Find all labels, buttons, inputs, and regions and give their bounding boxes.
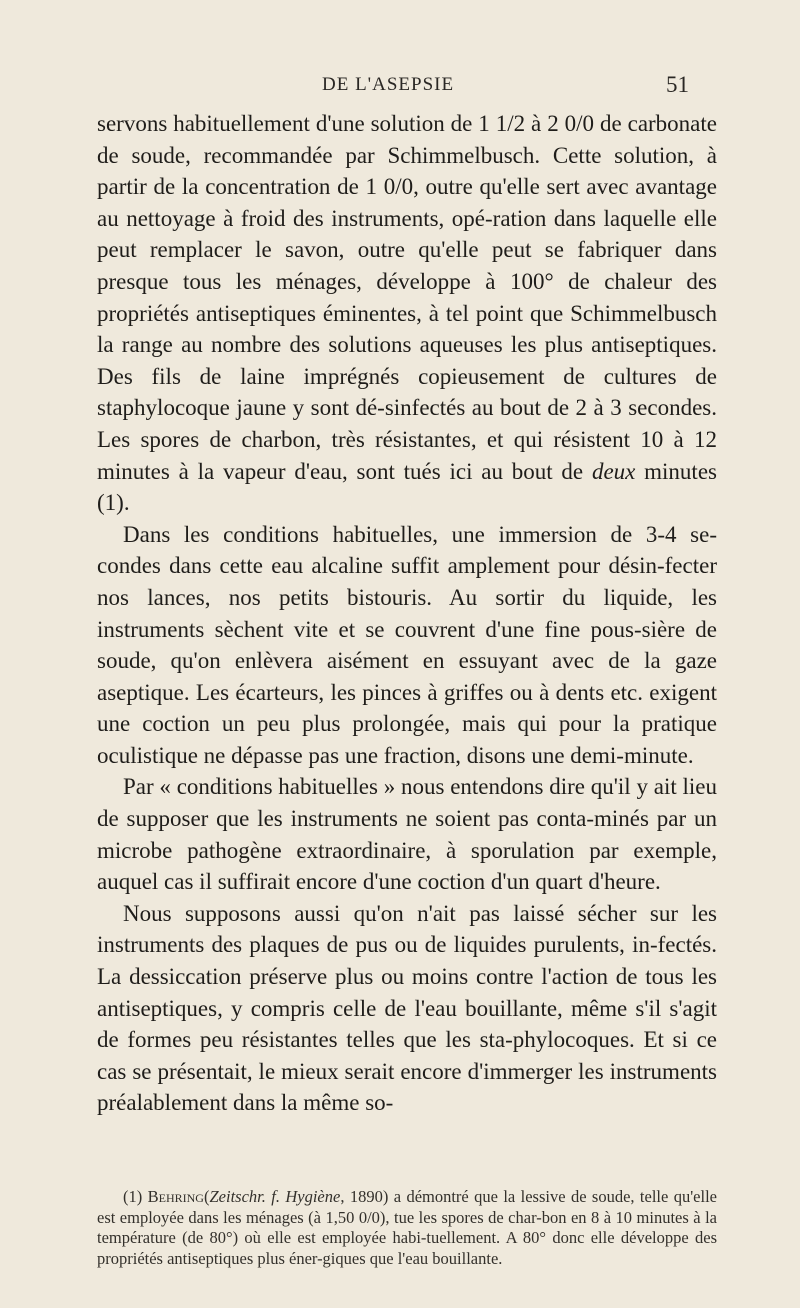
paragraph-1-text: servons habituellement d'une solution de 1 1/2 à 2 0/0 de carbonate de soude, recommandée par Schimmelbusch. Cette solution, à partir de la concentration de 1 0/0, outre qu'elle sert avec avantage au nettoyage à froid des instruments, opé-ration dans laquelle elle peut remplacer le savon, outre qu'elle peut se fabriquer dans presque tous les ménages, développe à 100° de chaleur des propriétés antiseptiques éminentes, à tel point que Schimmelbusch la range au nombre des solutions aqueuses les plus antiseptiques. Des fils de laine imprégnés copieusement de cultures de staphylocoque jaune y sont dé-sinfectés au bout de 2 à 3 secondes. Les spores de charbon, très résistantes, et qui résistent 10 à 12 minutes à la vapeur d'eau, sont tués ici au bout de [97, 111, 717, 484]
body-text [97, 108, 717, 1119]
paragraph-4: Nous supposons aussi qu'on n'ait pas laissé sécher sur les instruments des plaques de pus ou de liquides purulents, in-fectés. La dessiccation préserve plus ou moins contre l'action de tous les antiseptiques, y compris celle de l'eau bouillante, même s'il s'agit de formes peu résistantes telles que les sta-phylocoques. Et si ce cas se présentait, le mieux serait encore d'immerger les instruments préalablement dans la même so- [97, 900, 717, 1116]
footnote-journal: Zeitschr. f. Hygiène [209, 1187, 341, 1206]
paragraph-3: Par « conditions habituelles » nous entendons dire qu'il y ait lieu de supposer que les instruments ne soient pas conta-minés par un microbe pathogène extraordinaire, à sporulation par exemple, auquel cas il suffirait encore d'une coction d'un quart d'heure. [97, 774, 717, 895]
footnote-text: , 1890) a démontré que la lessive de soude, telle qu'elle est employée dans les ménages (à 1,50 0/0), tue les spores de char-bon en 8 à 10 minutes à la température (de 80°) où elle est employée habi-tuellement. A 80° donc elle développe des propriétés antiseptiques plus éner-giques que l'eau bouillante. [97, 1187, 717, 1268]
footnote [97, 1187, 717, 1269]
footnote-marker: (1) [123, 1187, 148, 1206]
footnote-author: Behring [147, 1187, 204, 1206]
page-header [0, 72, 800, 102]
emphasis-word: deux [591, 458, 636, 484]
running-title: DE L'ASEPSIE [322, 74, 455, 95]
footnote-1: (1) Behring(Zeitschr. f. Hygiène, 1890) a démontré que la lessive de soude, telle qu'elle est employée dans les ménages (à 1,50 0/0), tue les spores de char-bon en 8 à 10 minutes à la température (de 80°) où elle est employée habi-tuellement. A 80° donc elle développe des propriétés antiseptiques plus éner-giques que l'eau bouillante. [97, 1187, 717, 1268]
page-number: 51 [666, 72, 689, 97]
paragraph-1 [97, 108, 717, 519]
paragraph-2: Dans les conditions habituelles, une immersion de 3-4 se-condes dans cette eau alcaline suffit amplement pour désin-fecter nos lances, nos petits bistouris. Au sortir du liquide, les instruments sèchent vite et se couvrent d'une fine pous-sière de soude, qu'on enlèvera aisément en essuyant avec de la gaze aseptique. Les écarteurs, les pinces à griffes ou à dents etc. exigent une coction un peu plus prolongée, mais qui pour la pratique oculistique ne dépasse pas une fraction, disons une demi-minute. [97, 521, 717, 768]
paragraph-1-end: minutes (1). [97, 458, 717, 516]
